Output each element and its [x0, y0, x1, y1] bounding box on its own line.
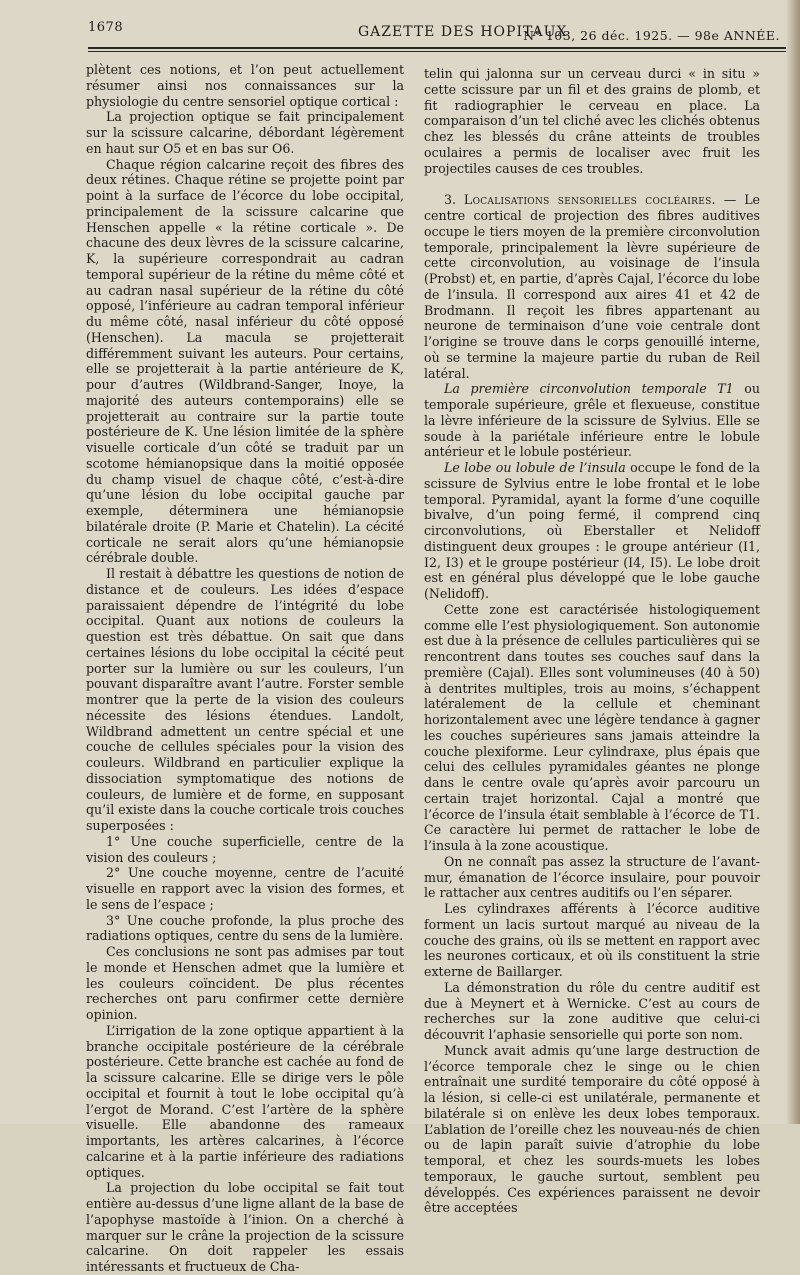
- page-header: [88, 18, 788, 48]
- journal-title: GAZETTE DES HOPITAUX: [358, 24, 568, 40]
- paragraph: 1° Une couche superficielle, centre de la vision des couleurs ;: [86, 833, 404, 865]
- left-column: [86, 62, 404, 1275]
- italic-term: La première circonvolution temporale T1: [444, 381, 734, 397]
- page-number: 1678: [88, 20, 124, 35]
- paragraph: Les cylindraxes afférents à l’écorce auditive forment un lacis surtout marqué au niveau de la couche des grains, où ils se mettent en rapport avec les neurones corticaux, et où ils constituent la strie externe de Baillarger.: [424, 901, 760, 979]
- paragraph-text: occupe le fond de la scissure de Sylvius entre le lobe frontal et le lobe temporal. Pyramidal, ayant la forme d’une coquille bivalve, d’un poing fermé, il comprend cinq circonvolutions, où Eberstaller et Nelidoff distinguent deux groupes : le groupe antérieur (I1, I2, I3) et le groupe postérieur (I4, I5). Le lobe droit est en général plus développé que le lobe gauche (Nelidoff).: [424, 460, 760, 601]
- paragraph: Cette zone est caractérisée histologiquement comme elle l’est physiologiquement. Son autonomie est due à la présence de cellules particulières qui se rencontrent dans toutes ses couches sauf dans la première (Cajal). Elles sont volumineuses (40 à 50) à dentrites multiples, trois au moins, s’échappent latéralement de la cellule et cheminant horizontalement avec une légère tendance à gagner les couches supérieures sans jamais atteindre la couche plexiforme. Leur cylindraxe, plus épais que celui des cellules pyramidales géantes ne plonge dans le centre ovale qu’après avoir parcouru un certain trajet horizontal. Cajal a montré que l’écorce de l’insula était semblable à l’écorce de T1. Ce caractère lui permet de rattacher le lobe de l’insula à la zone acoustique.: [424, 601, 760, 853]
- italic-term: Le lobe ou lobule de l’insula: [444, 460, 626, 475]
- paragraph: La démonstration du rôle du centre auditif est due à Meynert et à Wernicke. C’est au cours de recherches sur la zone auditive que celui-ci découvrit l’aphasie sensorielle qui porte son nom.: [424, 979, 760, 1042]
- section-number: 3.: [444, 192, 457, 208]
- section-lead-text: — Le centre cortical de projection des fibres auditives occupe le tiers moyen de la première circonvolution temporale, principalement la lèvre supérieure de cette circonvolution, au voisinage de l’insula (Probst) et, en partie, d’après Cajal, l’écorce du lobe de l’insula. Il correspond aux aires 41 et 42 de Brodmann. Il reçoit les fibres appartenant au neurone de terminaison d’une voie centrale dont l’origine se trouve dans le corps genouillé interne, où se termine la majeure partie du ruban de Reil latéral.: [424, 192, 761, 381]
- issue-info: N° 103, 26 déc. 1925. — 98e ANNÉE.: [523, 28, 780, 43]
- section-heading: Localisations sensorielles cocléaires.: [463, 192, 716, 208]
- paragraph: 3° Une couche profonde, la plus proche des radiations optiques, centre du sens de la lumière.: [86, 912, 404, 944]
- paragraph: telin qui jalonna sur un cerveau durci « in situ » cette scissure par un fil et des grains de plomb, et fit radiographier le cerveau en place. La comparaison d’un tel cliché avec les clichés obtenus chez les blessés du crâne atteints de troubles oculaires a permis de localiser avec fruit les projectiles causes de ces troubles.: [424, 66, 760, 176]
- paragraph: plètent ces notions, et l’on peut actuellement résumer ainsi nos connaissances sur la physiologie du centre sensoriel optique cortical :: [86, 62, 404, 109]
- paragraph: La projection optique se fait principalement sur la scissure calcarine, débordant légèrement en haut sur O5 et en bas sur O6.: [86, 109, 404, 156]
- section-paragraph: [424, 192, 760, 381]
- paragraph: [424, 381, 760, 460]
- paragraph: Il restait à débattre les questions de notion de distance et de couleurs. Les idées d’espace paraissaient dépendre de l’intégrité du lobe occipital. Quant aux notions de couleurs la question est très débattue. On sait que dans certaines lésions du lobe occipital la cécité peut porter sur la lumière ou sur les couleurs, l’un pouvant disparaître avant l’autre. Forster semble montrer que la perte de la vision des couleurs nécessite des lésions étendues. Landolt, Wildbrand admettent un centre spécial et une couche de cellules spéciales pour la vision des couleurs. Wildbrand en particulier explique la dissociation symptomatique des notions de couleurs, de lumière et de forme, en supposant qu’il existe dans la couche corticale trois couches superposées :: [86, 566, 404, 833]
- paragraph: Chaque région calcarine reçoit des fibres des deux rétines. Chaque rétine se projette point par point à la surface de l’écorce du lobe occipital, principalement de la scissure calcarine que Henschen appelle « la rétine corticale ». De chacune des deux lèvres de la scissure calcarine, K, la supérieure correspondrait au cadran temporal supérieur de la rétine du même côté et au cadran nasal supérieur de la rétine du côté opposé, l’inférieure au cadran temporal inférieur du même côté, nasal inférieur du côté opposé (Henschen). La macula se projetterait différemment suivant les auteurs. Pour certains, elle se projetterait à la partie antérieure de K, pour d’autres (Wildbrand-Sanger, Inoye, la majorité des auteurs contemporains) elle se projetterait au contraire sur la partie toute postérieure de K. Une lésion limitée de la sphère visuelle corticale d’un côté se traduit par un scotome hémianopsique dans la moitié opposée du champ visuel de chaque côté, c’est-à-dire qu’une lésion du lobe occipital gauche par exemple, déterminera une hémianopsie bilatérale droite (P. Marie et Chatelin). La cécité corticale ne serait alors qu’une hémianopsie cérébrale double.: [86, 156, 404, 566]
- header-rule: [88, 47, 786, 49]
- paragraph: 2° Une couche moyenne, centre de l’acuité visuelle en rapport avec la vision des formes, et le sens de l’espace ;: [86, 865, 404, 912]
- paragraph: [424, 460, 760, 602]
- header-rule-thin: [88, 51, 786, 52]
- paragraph: On ne connaît pas assez la structure de l’avant-mur, émanation de l’écorce insulaire, pour pouvoir le rattacher aux centres auditifs ou l’en séparer.: [424, 853, 760, 901]
- right-column: [424, 66, 760, 1216]
- paragraph: Munck avait admis qu’une large destruction de l’écorce temporale chez le singe ou le chien entraînait une surdité temporaire du côté opposé à la lésion, si celle-ci est unilatérale, permanente et bilatérale si on enlève les deux lobes temporaux. L’ablation de l’oreille chez les nouveau-nés de chien ou de lapin paraît suivie d’atrophie du lobe temporal, et chez les sourds-muets les lobes temporaux, le gauche surtout, semblent peu développés. Ces expériences paraissent ne devoir être acceptées: [424, 1042, 760, 1216]
- paragraph: Ces conclusions ne sont pas admises par tout le monde et Henschen admet que la lumière et les couleurs coïncident. De plus récentes recherches ont paru confirmer cette dernière opinion.: [86, 944, 404, 1022]
- paragraph-text: ou temporale supérieure, grêle et flexueuse, constitue la lèvre inférieure de la scissure de Sylvius. Elle se soude à la pariétale inférieure entre le lobule antérieur et le lobule postérieur.: [424, 381, 760, 460]
- paragraph: La projection du lobe occipital se fait tout entière au-dessus d’une ligne allant de la base de l’apophyse mastoïde à l’inion. On a cherché à marquer sur le crâne la projection de la scissure calcarine. On doit rappeler les essais intéressants et fructueux de Cha-: [86, 1180, 404, 1274]
- paragraph: L’irrigation de la zone optique appartient à la branche occipitale postérieure de la cérébrale postérieure. Cette branche est cachée au fond de la scissure calcarine. Elle se dirige vers le pôle occipital et fournit à tout le lobe occipital qu’à l’ergot de Morand. C’est l’artère de la sphère visuelle. Elle abandonne des rameaux importants, les artères calcarines, à l’écorce calcarine et à la partie inférieure des radiations optiques.: [86, 1022, 404, 1180]
